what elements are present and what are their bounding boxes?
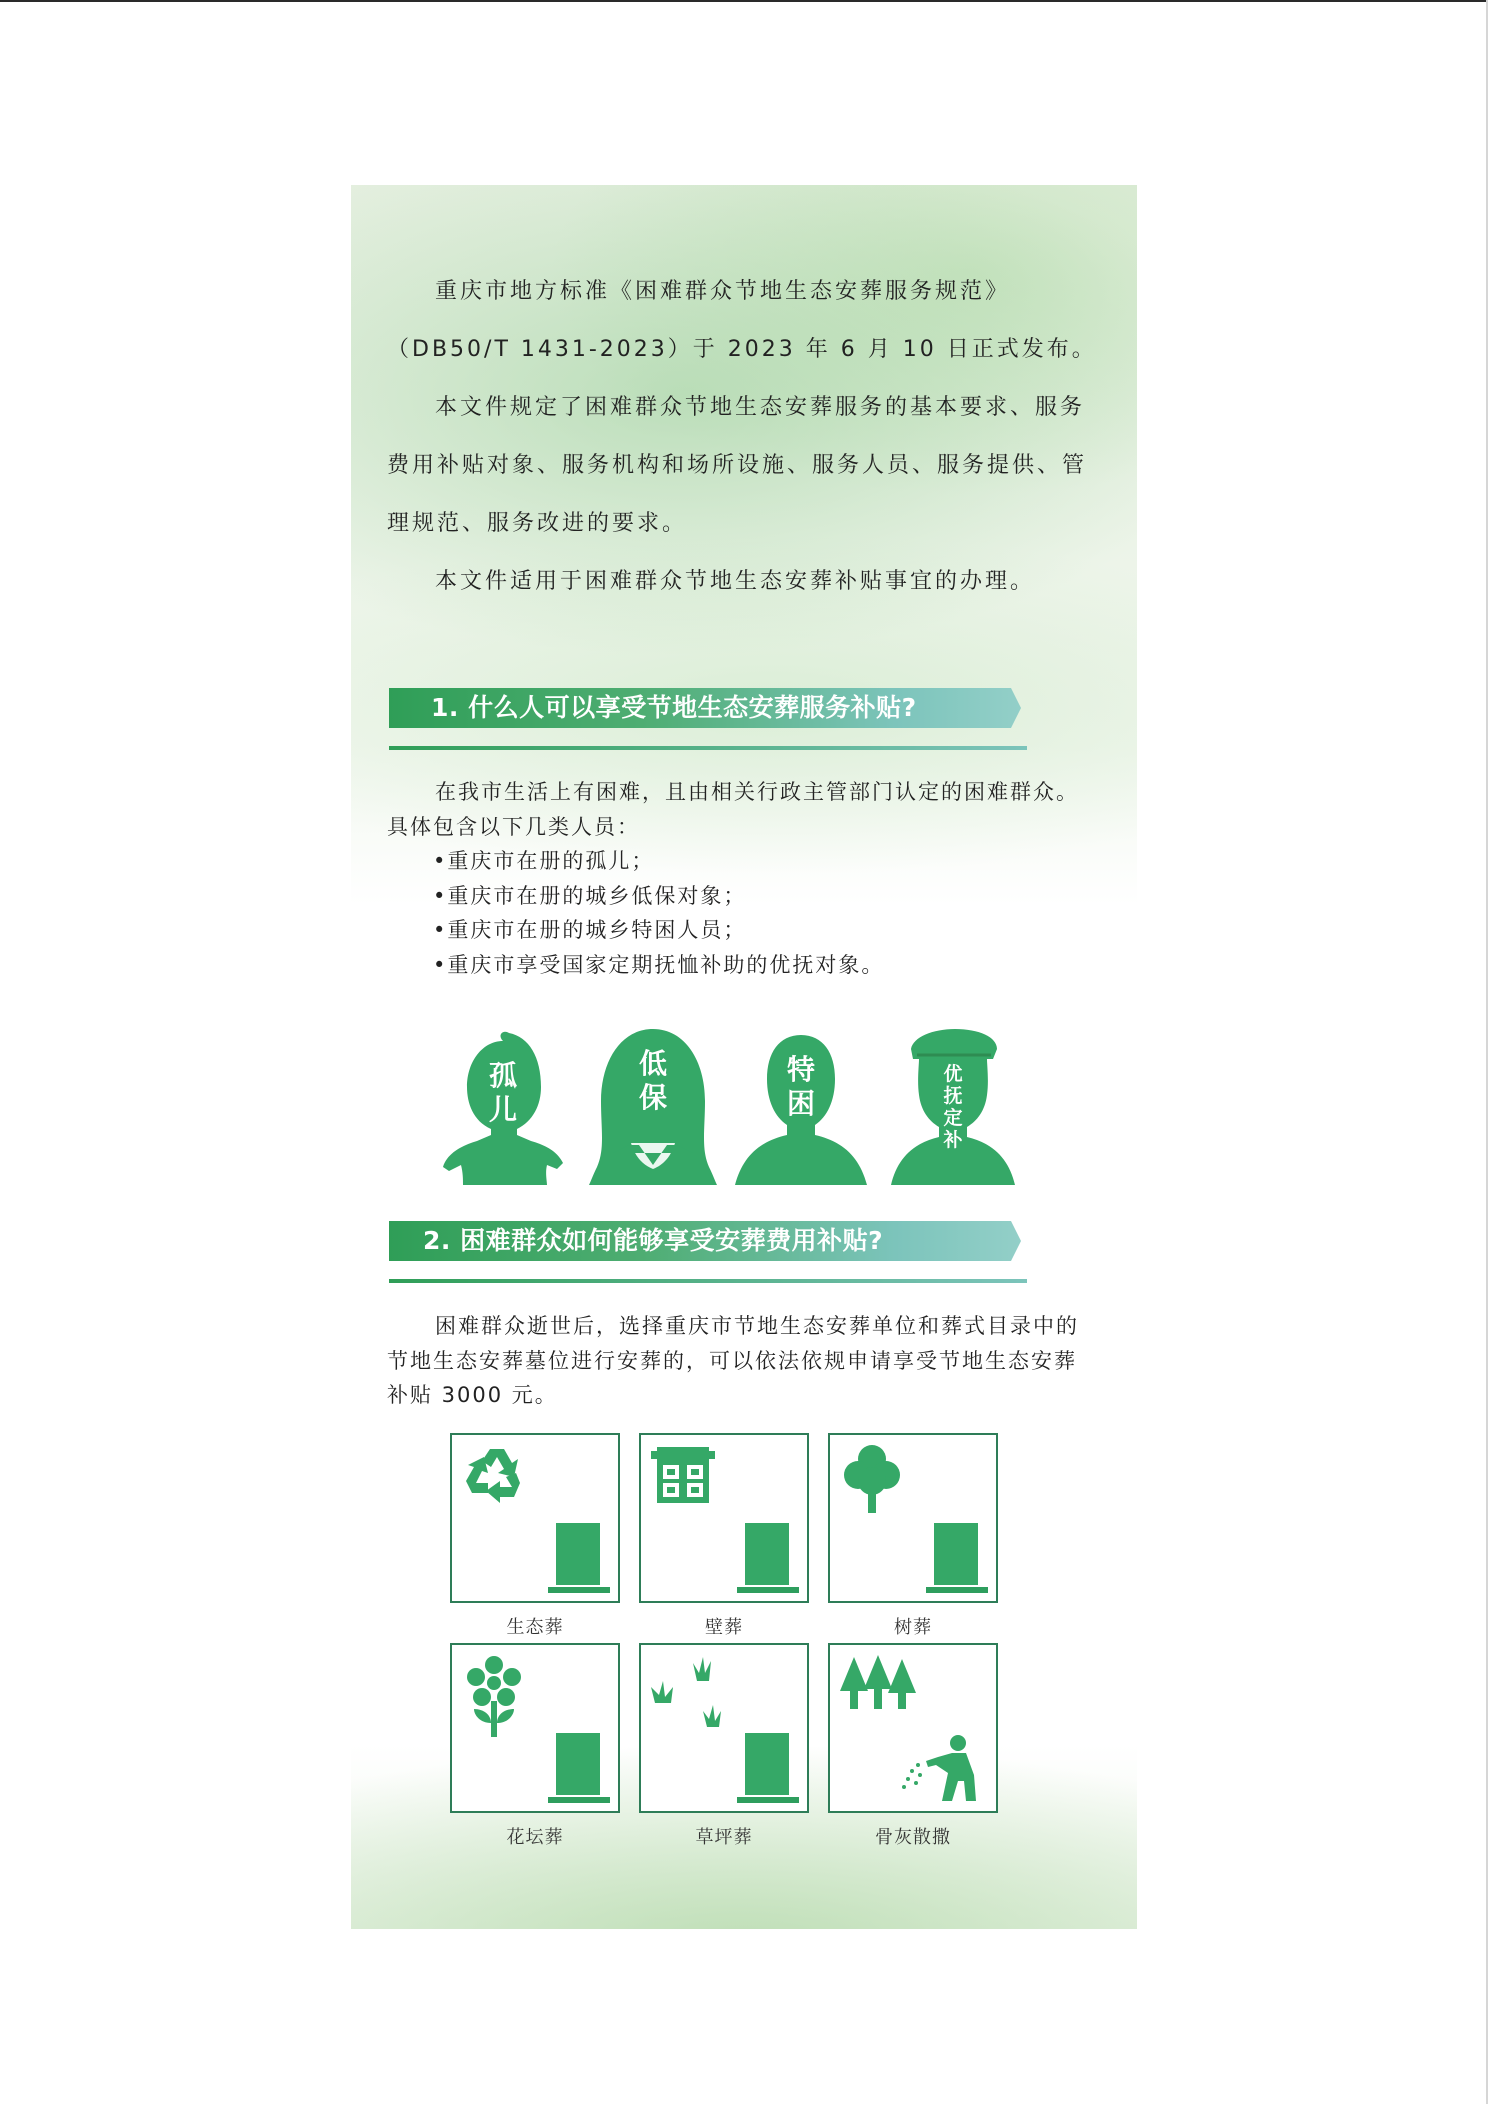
headstone-base bbox=[548, 1587, 610, 1593]
child-label-char-2: 儿 bbox=[488, 1093, 517, 1126]
headstone-base bbox=[548, 1797, 610, 1803]
recycle-icon bbox=[460, 1443, 530, 1513]
page-top-rule bbox=[0, 0, 1488, 2]
eligible-groups-figures bbox=[351, 1025, 1137, 1185]
soldier-label-char-2: 抚 bbox=[943, 1085, 963, 1107]
man-label-char-1: 特 bbox=[786, 1053, 815, 1086]
soldier-label-char-3: 定 bbox=[943, 1107, 963, 1129]
forest-icon bbox=[838, 1653, 918, 1723]
man-silhouette-icon bbox=[731, 1025, 871, 1185]
eligibility-list bbox=[433, 844, 884, 982]
headstone-base bbox=[737, 1587, 799, 1593]
section-1-underline bbox=[389, 746, 1027, 750]
soldier-label-char-4: 补 bbox=[943, 1129, 963, 1151]
child-silhouette-icon bbox=[433, 1025, 573, 1185]
eligibility-item-low-income: •重庆市在册的城乡低保对象； bbox=[433, 883, 747, 908]
burial-label-lawn: 草坪葬 bbox=[695, 1827, 753, 1848]
woman-label-char-1: 低 bbox=[638, 1047, 667, 1080]
soldier-silhouette-icon bbox=[883, 1025, 1023, 1185]
headstone-icon bbox=[556, 1523, 600, 1585]
flower-icon bbox=[460, 1653, 530, 1743]
intro-paragraph-2: 本文件规定了困难群众节地生态安葬服务的基本要求、服务费用补贴对象、服务机构和场所设施、服务人员、服务提供、管理规范、服务改进的要求。 bbox=[387, 395, 1088, 536]
burial-card-lawn bbox=[639, 1643, 809, 1813]
headstone-icon bbox=[556, 1733, 600, 1795]
burial-label-flower: 花坛葬 bbox=[506, 1827, 564, 1848]
burial-card-flower bbox=[450, 1643, 620, 1813]
section-2-title: 2. 困难群众如何能够享受安葬费用补贴? bbox=[423, 1226, 884, 1255]
section-2-underline bbox=[389, 1279, 1027, 1283]
section-1-heading bbox=[389, 688, 1027, 754]
burial-card-tree bbox=[828, 1433, 998, 1603]
leaflet-panel bbox=[351, 185, 1137, 1929]
burial-card-eco bbox=[450, 1433, 620, 1603]
headstone-icon bbox=[745, 1523, 789, 1585]
headstone-icon bbox=[745, 1733, 789, 1795]
burial-label-wall: 壁葬 bbox=[705, 1617, 743, 1638]
headstone-base bbox=[926, 1587, 988, 1593]
burial-types-grid bbox=[351, 1433, 1137, 1873]
burial-label-eco: 生态葬 bbox=[506, 1617, 564, 1638]
burial-card-scatter bbox=[828, 1643, 998, 1813]
headstone-icon bbox=[934, 1523, 978, 1585]
intro-paragraph-1: 重庆市地方标准《困难群众节地生态安葬服务规范》（DB50/T 1431-2023）于 2023 年 6 月 10 日正式发布。 bbox=[387, 279, 1097, 362]
section-1-title: 1. 什么人可以享受节地生态安葬服务补贴? bbox=[431, 693, 917, 722]
grass-icon bbox=[649, 1653, 749, 1753]
eligibility-item-veterans: •重庆市享受国家定期抚恤补助的优抚对象。 bbox=[433, 952, 885, 977]
intro-paragraph-3: 本文件适用于困难群众节地生态安葬补贴事宜的办理。 bbox=[435, 569, 1036, 594]
columbarium-wall-icon bbox=[649, 1443, 719, 1513]
woman-silhouette-icon bbox=[583, 1025, 723, 1185]
burial-label-scatter: 骨灰散撒 bbox=[875, 1827, 951, 1848]
soldier-label-char-1: 优 bbox=[943, 1063, 963, 1085]
section-1-body: 在我市生活上有困难，且由相关行政主管部门认定的困难群众。具体包含以下几类人员： bbox=[387, 780, 1079, 839]
burial-card-wall bbox=[639, 1433, 809, 1603]
eligibility-item-orphans: •重庆市在册的孤儿； bbox=[433, 849, 655, 873]
ash-scattering-icon bbox=[900, 1735, 990, 1805]
eligibility-item-extreme-poverty: •重庆市在册的城乡特困人员； bbox=[433, 918, 747, 942]
burial-label-tree: 树葬 bbox=[894, 1617, 932, 1638]
child-label-char-1: 孤 bbox=[488, 1059, 517, 1092]
tree-icon bbox=[838, 1443, 908, 1523]
woman-label-char-2: 保 bbox=[638, 1081, 667, 1114]
section-2-heading bbox=[389, 1221, 1027, 1287]
man-label-char-2: 困 bbox=[786, 1087, 815, 1120]
section-2-body: 困难群众逝世后，选择重庆市节地生态安葬单位和葬式目录中的节地生态安葬墓位进行安葬的，可以依法依规申请享受节地生态安葬补贴 3000 元。 bbox=[387, 1314, 1079, 1407]
headstone-base bbox=[737, 1797, 799, 1803]
